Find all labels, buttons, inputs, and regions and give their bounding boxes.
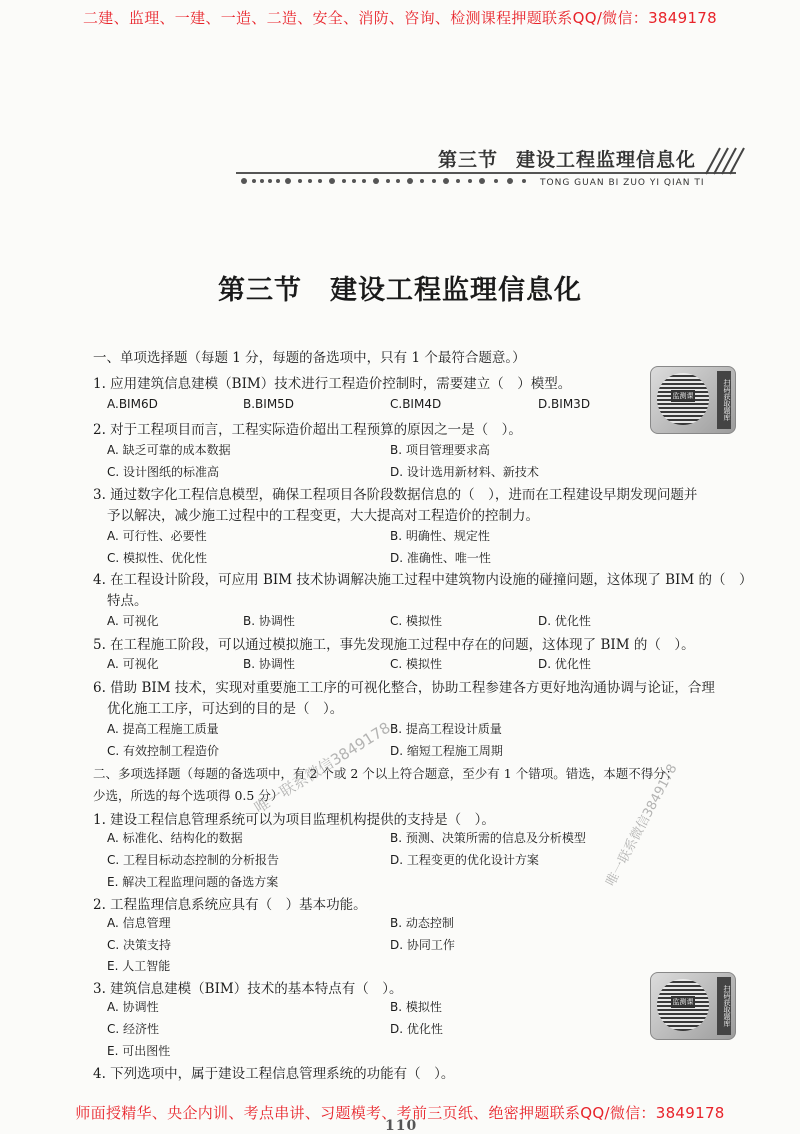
- qr-side-label: 扫码获取题库: [717, 371, 731, 429]
- promo-banner-bottom: 师面授精华、央企内训、考点串讲、习题模考、考前三页纸、绝密押题联系QQ/微信：3849178: [75, 1104, 725, 1122]
- q1-4-option-b: B. 协调性: [243, 614, 295, 628]
- q1-3-option-b: B. 明确性、规定性: [390, 529, 490, 543]
- q2-3-option-e: E. 可出图性: [107, 1044, 171, 1058]
- q1-5-stem: 5. 在工程施工阶段，可以通过模拟施工，事先发现施工过程中存在的问题，这体现了 BIM 的（ ）。: [93, 637, 695, 653]
- q2-3-option-d: D. 优化性: [390, 1022, 443, 1036]
- q1-6-option-a: A. 提高工程施工质量: [107, 722, 219, 736]
- watermark-text: 唯一联系微信3849178: [603, 761, 681, 889]
- q1-6-option-d: D. 缩短工程施工周期: [390, 744, 503, 758]
- page-title-section: 第三节: [218, 275, 302, 306]
- q1-5-option-d: D. 优化性: [538, 657, 591, 671]
- q1-3-option-d: D. 准确性、唯一性: [390, 551, 491, 565]
- q2-1-stem: 1. 建设工程信息管理系统可以为项目监理机构提供的支持是（ ）。: [93, 812, 495, 828]
- q2-2-option-b: B. 动态控制: [390, 916, 454, 930]
- qr-code-2[interactable]: [650, 972, 736, 1040]
- page-title: [0, 268, 800, 307]
- qr-logo: 监测课: [672, 998, 694, 1006]
- q1-2-option-b: B. 项目管理要求高: [390, 443, 490, 457]
- q2-3-option-b: B. 模拟性: [390, 1000, 442, 1014]
- q2-3-option-a: A. 协调性: [107, 1000, 159, 1014]
- watermark-text: 唯一联系微信3849178: [251, 718, 394, 817]
- q1-1-stem: 1. 应用建筑信息建模（BIM）技术进行工程造价控制时，需要建立（ ）模型。: [93, 376, 572, 392]
- q2-1-option-e: E. 解决工程监理问题的备选方案: [107, 875, 279, 889]
- q1-6-stem-2: 优化施工工序，可达到的目的是（ ）。: [107, 701, 344, 717]
- q1-6-stem-1: 6. 借助 BIM 技术，实现对重要施工工序的可视化整合，协助工程参建各方更好地沟通协调与论证，合理: [93, 680, 715, 696]
- q1-5-option-b: B. 协调性: [243, 657, 295, 671]
- q1-2-option-a: A. 缺乏可靠的成本数据: [107, 443, 231, 457]
- qr-code-1[interactable]: [650, 366, 736, 434]
- q2-2-option-c: C. 决策支持: [107, 938, 172, 952]
- qr-side-label: 扫码获取题库: [717, 977, 731, 1035]
- page-number: 110: [385, 1118, 418, 1134]
- q1-4-stem-2: 特点。: [107, 593, 148, 609]
- q1-1-option-a: A.BIM6D: [107, 397, 158, 411]
- q2-3-option-c: C. 经济性: [107, 1022, 160, 1036]
- q1-2-stem: 2. 对于工程项目而言，工程实际造价超出工程预算的原因之一是（ ）。: [93, 422, 522, 438]
- q1-3-stem-2: 予以解决，减少施工过程中的工程变更，大大提高对工程造价的控制力。: [107, 508, 539, 524]
- q2-1-option-c: C. 工程目标动态控制的分析报告: [107, 853, 280, 867]
- q2-1-option-d: D. 工程变更的优化设计方案: [390, 853, 539, 867]
- q1-6-option-b: B. 提高工程设计质量: [390, 722, 502, 736]
- q1-5-option-c: C. 模拟性: [390, 657, 443, 671]
- q1-1-option-d: D.BIM3D: [538, 397, 591, 411]
- header-dots-decoration: [240, 176, 530, 186]
- qr-logo: 监测课: [672, 392, 694, 400]
- running-header-title: [438, 145, 696, 172]
- part2-heading-2: 少选，所选的每个选项得 0.5 分）: [93, 788, 284, 803]
- q1-2-option-c: C. 设计图纸的标准高: [107, 465, 220, 479]
- page-title-name: 建设工程监理信息化: [330, 275, 582, 306]
- q1-4-option-d: D. 优化性: [538, 614, 591, 628]
- q2-1-option-b: B. 预测、决策所需的信息及分析模型: [390, 831, 586, 845]
- running-header-section: 第三节: [438, 149, 499, 171]
- q1-1-option-b: B.BIM5D: [243, 397, 295, 411]
- part2-heading-1: 二、多项选择题（每题的备选项中，有 2 个或 2 个以上符合题意，至少有 1 个错项。错选，本题不得分；: [93, 766, 679, 781]
- q1-3-option-a: A. 可行性、必要性: [107, 529, 207, 543]
- promo-banner-top: 二建、监理、一建、一造、二造、安全、消防、咨询、检测课程押题联系QQ/微信：3849178: [83, 9, 717, 27]
- q1-2-option-d: D. 设计选用新材料、新技术: [390, 465, 539, 479]
- q1-5-option-a: A. 可视化: [107, 657, 159, 671]
- q2-2-option-d: D. 协同工作: [390, 938, 455, 952]
- q2-2-option-e: E. 人工智能: [107, 959, 171, 973]
- running-header-subtitle: TONG GUAN BI ZUO YI QIAN TI: [540, 178, 705, 188]
- q2-2-stem: 2. 工程监理信息系统应具有（ ）基本功能。: [93, 897, 367, 913]
- q2-2-option-a: A. 信息管理: [107, 916, 171, 930]
- q1-1-option-c: C.BIM4D: [390, 397, 442, 411]
- q2-1-option-a: A. 标准化、结构化的数据: [107, 831, 243, 845]
- q1-4-option-c: C. 模拟性: [390, 614, 443, 628]
- q1-6-option-c: C. 有效控制工程造价: [107, 744, 220, 758]
- q1-3-stem-1: 3. 通过数字化工程信息模型，确保工程项目各阶段数据信息的（ ），进而在工程建设早期发现问题并: [93, 487, 698, 503]
- running-header-name: 建设工程监理信息化: [516, 149, 697, 171]
- header-stripes-decoration: [700, 146, 748, 176]
- q1-4-option-a: A. 可视化: [107, 614, 159, 628]
- q1-3-option-c: C. 模拟性、优化性: [107, 551, 208, 565]
- q2-4-stem: 4. 下列选项中，属于建设工程信息管理系统的功能有（ ）。: [93, 1066, 455, 1082]
- q1-4-stem-1: 4. 在工程设计阶段，可应用 BIM 技术协调解决施工过程中建筑物内设施的碰撞问题，这体现了 BIM 的（ ）: [93, 572, 753, 588]
- part1-heading: 一、单项选择题（每题 1 分，每题的备选项中，只有 1 个最符合题意。）: [93, 350, 526, 366]
- q2-3-stem: 3. 建筑信息建模（BIM）技术的基本特点有（ ）。: [93, 981, 403, 997]
